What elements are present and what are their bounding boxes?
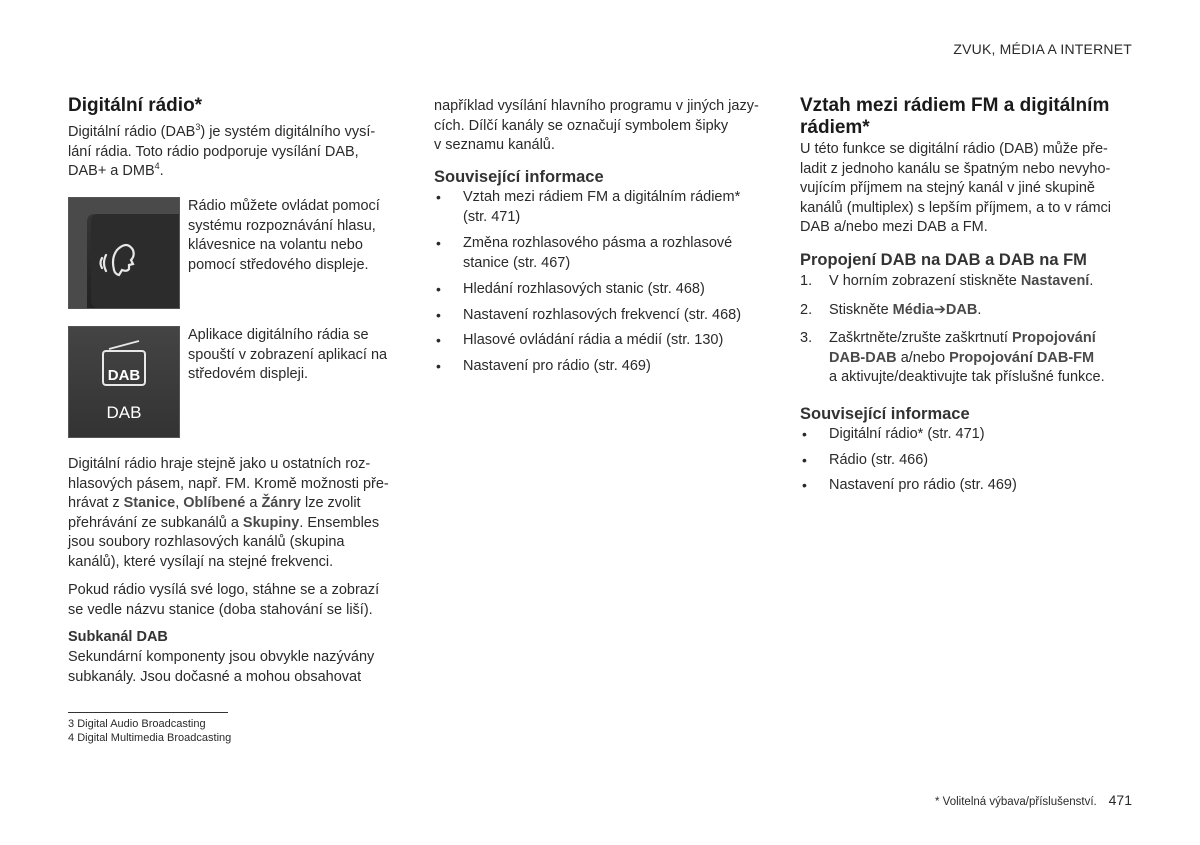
related-item[interactable]: • Změna rozhlasového pásma a rozhlasové stanice (str. 467) <box>436 235 733 271</box>
dab-app-block <box>68 326 398 438</box>
footnotes <box>68 712 368 745</box>
menu-dab-dab: DAB-DAB <box>829 349 897 366</box>
footnote-4: 4 Digital Multimedia Broadcasting <box>68 732 232 744</box>
related-item[interactable]: • Nastavení pro rádio (str. 469) <box>436 357 651 374</box>
menu-dab: DAB <box>945 301 978 318</box>
voice-button-photo <box>68 197 180 309</box>
related-item[interactable]: • Hledání rozhlasových stanic (str. 468) <box>436 281 705 297</box>
menu-stanice: Stanice <box>123 495 176 511</box>
related-list-right <box>800 425 1140 496</box>
body-paragraph-2: Pokud rádio vysílá své logo, stáhne se a zobrazí se vedle názvu stanice (doba stahování se liší). <box>68 582 380 618</box>
continued-paragraph: například vysílání hlavního programu v jiných jazy- cích. Dílčí kanály se označují symbolem šipky v seznamu kanálů. <box>434 98 759 153</box>
voice-control-block <box>68 197 398 309</box>
footnote-divider <box>68 712 228 713</box>
menu-media: Média <box>892 301 934 318</box>
step-1: 1. V horním zobrazení stiskněte Nastavení. <box>800 273 1094 289</box>
radio-icon <box>69 327 179 437</box>
page-number: 471 <box>1108 792 1132 808</box>
voice-control-text: Rádio můžete ovládat pomocí systému rozpoznávání hlasu, klávesnice na volantu nebo pomocí středového displeje. <box>188 198 380 273</box>
step-2: 2. Stiskněte Média➔DAB. <box>800 301 982 318</box>
related-item[interactable]: • Nastavení rozhlasových frekvencí (str. 468) <box>436 306 742 323</box>
menu-skupiny: Skupiny <box>242 514 300 531</box>
related-item[interactable]: • Hlasové ovládání rádia a médií (str. 130) <box>436 332 724 348</box>
step-3: 3. Zaškrtněte/zrušte zaškrtnutí Propojování DAB-DAB a/nebo Propojování DAB-FM a aktivujte/deaktivujte tak příslušné funkce. <box>800 330 1105 385</box>
page-footer <box>935 792 1132 808</box>
steps-list <box>800 272 1140 388</box>
radio-icon-label: DAB <box>107 367 141 384</box>
dab-app-text: Aplikace digitálního rádia se spouští v zobrazení aplikací na středovém displeji. <box>188 327 388 382</box>
related-item[interactable]: • Nastavení pro rádio (str. 469) <box>802 477 1017 493</box>
related-item[interactable]: • Vztah mezi rádiem FM a digitálním rádiem* (str. 471) <box>436 189 741 225</box>
arrow-right-icon: ➔ <box>933 301 946 318</box>
intro-paragraph: Digitální rádio (DAB$^3$) je systém digitálního vysí- lání rádia. Toto rádio podporuje vysílání DAB, DAB+ a DMB$^4$. <box>68 122 376 179</box>
body-paragraph-3: Sekundární komponenty jsou obvykle nazývány subkanály. Jsou dočasné a mohou obsahovat <box>68 649 375 685</box>
related-info-title-right: Související informace <box>800 405 970 423</box>
subtitle-subchannel: Subkanál DAB <box>68 629 168 645</box>
intro-paragraph-right: U této funkce se digitální rádio (DAB) může pře- ladit z jednoho kanálu se špatným nebo nevyho- vujícím příjmem na stejný kanál v jiné skupině kanálů (multiplex) s lepším příjmem, a to v rámci DAB a/nebo mezi DAB a FM. <box>800 141 1112 235</box>
section-header: ZVUK, MÉDIA A INTERNET <box>953 41 1132 57</box>
related-item[interactable]: • Digitální rádio* (str. 471) <box>802 426 985 442</box>
related-item[interactable]: • Rádio (str. 466) <box>802 451 929 468</box>
body-paragraph-1: Digitální rádio hraje stejně jako u ostatních roz- hlasových pásem, např. FM. Kromě možnosti pře- hrávat z Stanice, Oblíbené a Žánry lze zvolit přehrávání ze subkanálů a Skupiny. Ensembles jsou soubory rozhlasových kanálů (skupina kanálů), které vysílají na stejné frekvenci. <box>68 456 389 570</box>
menu-zanry: Žánry <box>261 495 301 511</box>
menu-nastaveni: Nastavení <box>1020 273 1090 289</box>
title-digital-radio: Digitální rádio* <box>68 95 203 116</box>
subtitle-dab-linking: Propojení DAB na DAB a DAB na FM <box>800 251 1087 269</box>
voice-control-icon <box>69 198 179 308</box>
menu-oblibene: Oblíbené <box>183 495 246 511</box>
menu-propojovani: Propojování <box>1011 330 1096 346</box>
related-list <box>434 188 774 376</box>
title-fm-vs-dab: Vztah mezi rádiem FM a digitálním rádiem* <box>800 95 1110 138</box>
related-info-title: Související informace <box>434 168 604 186</box>
footnote-3: 3 Digital Audio Broadcasting <box>68 718 206 730</box>
optional-equipment-note: * Volitelná výbava/příslušenství. <box>935 796 1097 808</box>
dab-app-label: DAB <box>106 403 142 422</box>
dab-app-tile <box>68 326 180 438</box>
menu-propojovani-dab-fm: Propojování DAB-FM <box>949 349 1095 366</box>
